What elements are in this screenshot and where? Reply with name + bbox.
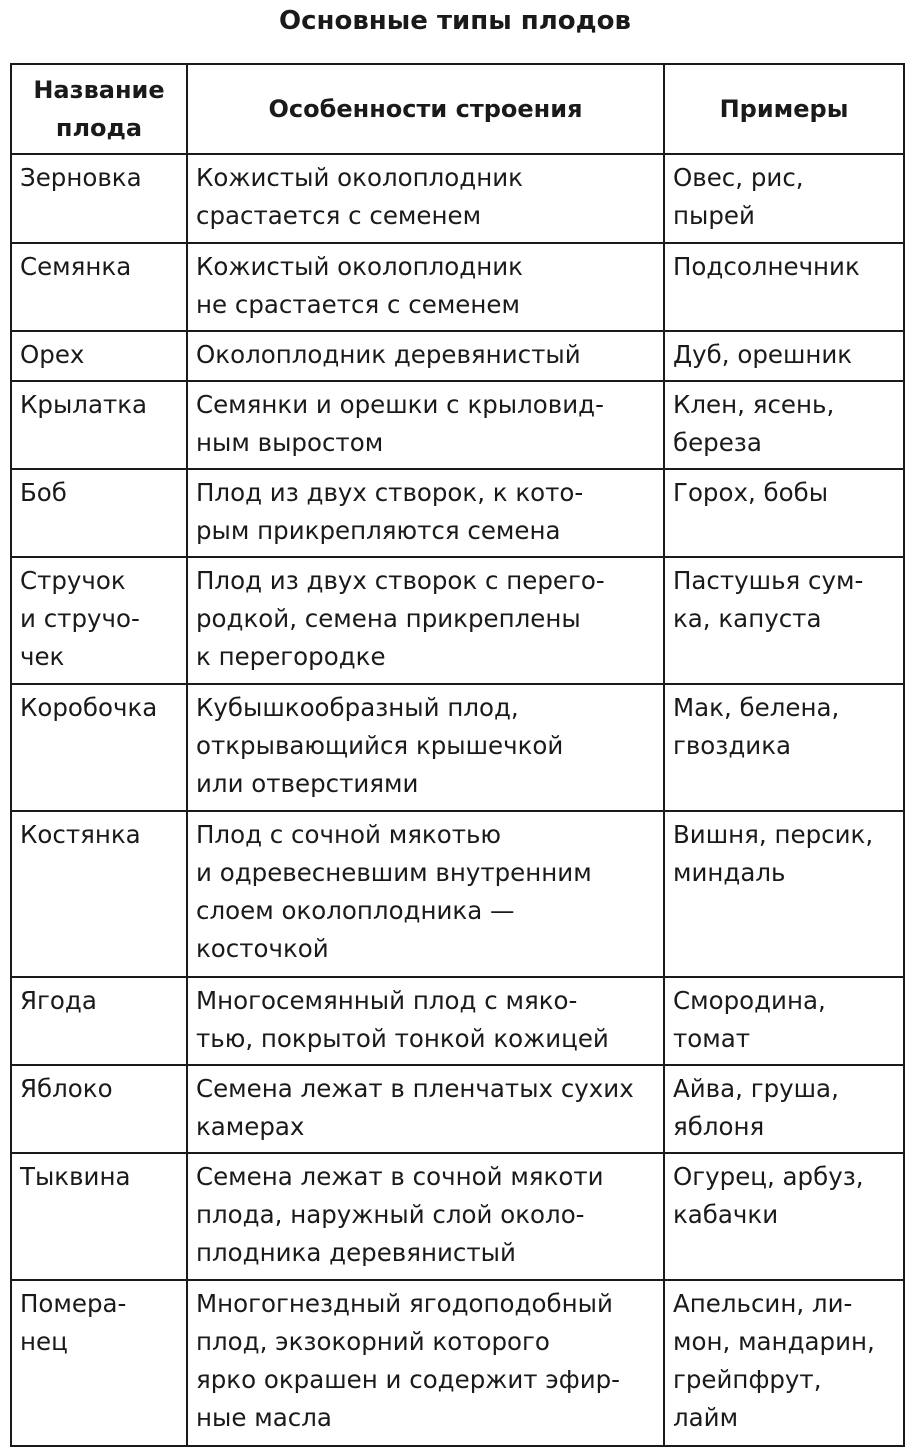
table-row (11, 1280, 904, 1446)
fruit-name-cell: Тыквина (11, 1153, 187, 1280)
table-row (11, 154, 904, 243)
features-cell: Многогнездный ягодоподобный плод, экзокорний которого ярко окрашен и содержит эфир- ные масла (187, 1280, 664, 1446)
fruit-name-cell: Зерновка (11, 154, 187, 243)
features-cell: Кубышкообразный плод, открывающийся крышечкой или отверстиями (187, 684, 664, 811)
fruit-name-cell: Ягода (11, 977, 187, 1065)
examples-cell: Мак, белена, гвоздика (664, 684, 904, 811)
examples-cell: Горох, бобы (664, 469, 904, 557)
header-structure-features: Особенности строения (187, 64, 664, 154)
header-examples: Примеры (664, 64, 904, 154)
fruit-name-cell: Орех (11, 331, 187, 381)
table-row (11, 557, 904, 684)
fruit-name-cell: Яблоко (11, 1065, 187, 1153)
fruit-name-cell: Коробочка (11, 684, 187, 811)
examples-cell: Огурец, арбуз, кабачки (664, 1153, 904, 1280)
features-cell: Семена лежат в пленчатых сухих камерах (187, 1065, 664, 1153)
fruit-name-cell: Крылатка (11, 381, 187, 469)
page-title: Основные типы плодов (279, 6, 631, 36)
table-row (11, 811, 904, 977)
features-cell: Околоплодник деревянистый (187, 331, 664, 381)
header-fruit-name: Название плода (11, 64, 187, 154)
table-row (11, 381, 904, 469)
features-cell: Кожистый околоплодник срастается с семенем (187, 154, 664, 243)
examples-cell: Апельсин, ли- мон, мандарин, грейпфрут, лайм (664, 1280, 904, 1446)
fruit-name-cell: Стручок и стручо- чек (11, 557, 187, 684)
table-row (11, 977, 904, 1065)
features-cell: Кожистый околоплодник не срастается с семенем (187, 243, 664, 331)
table-header-row (11, 64, 904, 154)
examples-cell: Пастушья сум- ка, капуста (664, 557, 904, 684)
examples-cell: Подсолнечник (664, 243, 904, 331)
table-row (11, 469, 904, 557)
table-row (11, 1153, 904, 1280)
fruit-types-table (10, 63, 905, 1447)
examples-cell: Айва, груша, яблоня (664, 1065, 904, 1153)
fruit-name-cell: Семянка (11, 243, 187, 331)
examples-cell: Вишня, персик, миндаль (664, 811, 904, 977)
fruit-name-cell: Боб (11, 469, 187, 557)
fruit-name-cell: Костянка (11, 811, 187, 977)
table-row (11, 331, 904, 381)
fruit-name-cell: Помера- нец (11, 1280, 187, 1446)
examples-cell: Овес, рис, пырей (664, 154, 904, 243)
features-cell: Плод из двух створок, к кото- рым прикрепляются семена (187, 469, 664, 557)
table-row (11, 1065, 904, 1153)
table-row (11, 684, 904, 811)
examples-cell: Клен, ясень, береза (664, 381, 904, 469)
examples-cell: Смородина, томат (664, 977, 904, 1065)
features-cell: Плод из двух створок с перего- родкой, семена прикреплены к перегородке (187, 557, 664, 684)
table-row (11, 243, 904, 331)
examples-cell: Дуб, орешник (664, 331, 904, 381)
features-cell: Плод с сочной мякотью и одревесневшим внутренним слоем околоплодника — косточкой (187, 811, 664, 977)
features-cell: Многосемянный плод с мяко- тью, покрытой тонкой кожицей (187, 977, 664, 1065)
features-cell: Семена лежат в сочной мякоти плода, наружный слой около- плодника деревянистый (187, 1153, 664, 1280)
features-cell: Семянки и орешки с крыловид- ным выростом (187, 381, 664, 469)
